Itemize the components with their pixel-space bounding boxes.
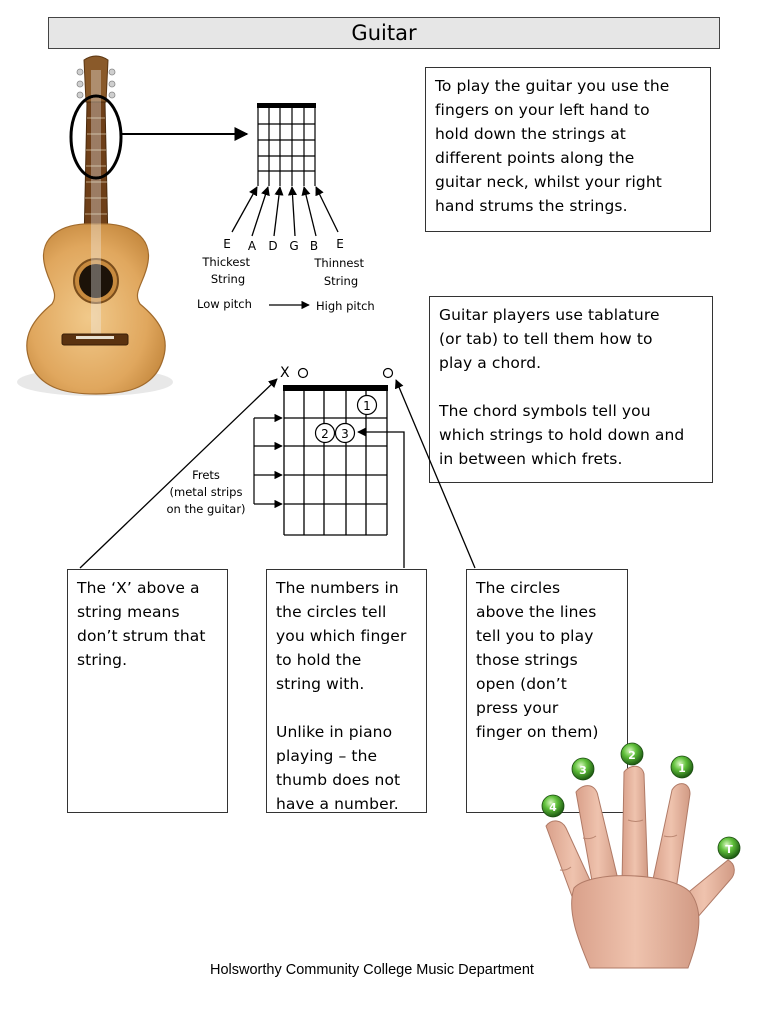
footer-text: Holsworthy Community College Music Department	[210, 962, 534, 978]
open-strings-text-box: The circles above the lines tell you to play those strings open (don’t press your finger on them)	[466, 569, 628, 813]
finger-ball-3	[572, 758, 594, 780]
circles-explanation-pointer	[396, 380, 475, 568]
finger-circle-3	[336, 424, 355, 443]
finger-ball-2	[621, 743, 643, 765]
fretboard-diagram	[257, 103, 316, 186]
hand-picture	[546, 766, 734, 968]
string-name-g: G	[289, 239, 299, 253]
thinnest-line-1: Thinnest	[314, 256, 365, 270]
thinnest-line-2: String	[323, 274, 359, 288]
x-explanation-pointer	[80, 379, 277, 568]
finger-ball-label-2: 2	[628, 749, 636, 762]
guitar-picture	[17, 56, 173, 396]
fret-pointer-arrows	[254, 418, 282, 504]
low-pitch-label: Low pitch	[197, 297, 252, 311]
x-symbol-text-box: The ‘X’ above a string means don’t strum that string.	[67, 569, 228, 813]
tablature-text-box: Guitar players use tablature (or tab) to tell them how to play a chord. The chord symbols tell you which strings to hold down and in between which frets.	[429, 296, 713, 483]
finger-ball-label-thumb: T	[725, 843, 733, 856]
finger-ball-label-3: 3	[579, 764, 587, 777]
string-name-a: A	[247, 239, 257, 253]
finger-ball-label-1: 1	[678, 762, 686, 775]
frets-label-line-3: on the guitar)	[166, 502, 246, 516]
open-string-circle-e	[384, 369, 393, 378]
intro-text-box: To play the guitar you use the fingers on your left hand to hold down the strings at different points along the guitar neck, whilst your right hand strums the strings.	[425, 67, 711, 232]
string-name-d: D	[268, 239, 278, 253]
numbers-explanation-pointer	[358, 432, 404, 568]
finger-ball-1	[671, 756, 693, 778]
finger-ball-thumb	[718, 837, 740, 859]
finger-ball-4	[542, 795, 564, 817]
thickest-line-2: String	[210, 272, 246, 286]
frets-label-line-1: Frets	[192, 468, 220, 482]
mute-x-symbol: X	[280, 365, 290, 381]
finger-number-1: 1	[363, 399, 371, 413]
thinnest-string-label	[313, 256, 367, 288]
frets-label	[166, 468, 245, 516]
finger-number-2: 2	[321, 427, 329, 441]
string-name-b: B	[309, 239, 319, 253]
string-pointer-arrows	[232, 187, 338, 236]
frets-label-line-2: (metal strips	[169, 485, 243, 499]
thickest-line-1: Thickest	[202, 255, 251, 269]
open-string-circle-a	[299, 369, 308, 378]
high-pitch-label: High pitch	[316, 299, 375, 313]
finger-circle-2	[316, 424, 335, 443]
finger-number-3: 3	[341, 427, 349, 441]
finger-circle-1	[358, 396, 377, 415]
thickest-string-label	[201, 255, 253, 286]
page-title: Guitar	[48, 17, 720, 49]
finger-ball-label-4: 4	[549, 801, 557, 814]
finger-numbers-text-box: The numbers in the circles tell you which finger to hold the string with. Unlike in piano playing – the thumb does not have a number.	[266, 569, 427, 813]
string-name-e-low: E	[223, 237, 231, 251]
string-name-e-high: E	[336, 237, 344, 251]
